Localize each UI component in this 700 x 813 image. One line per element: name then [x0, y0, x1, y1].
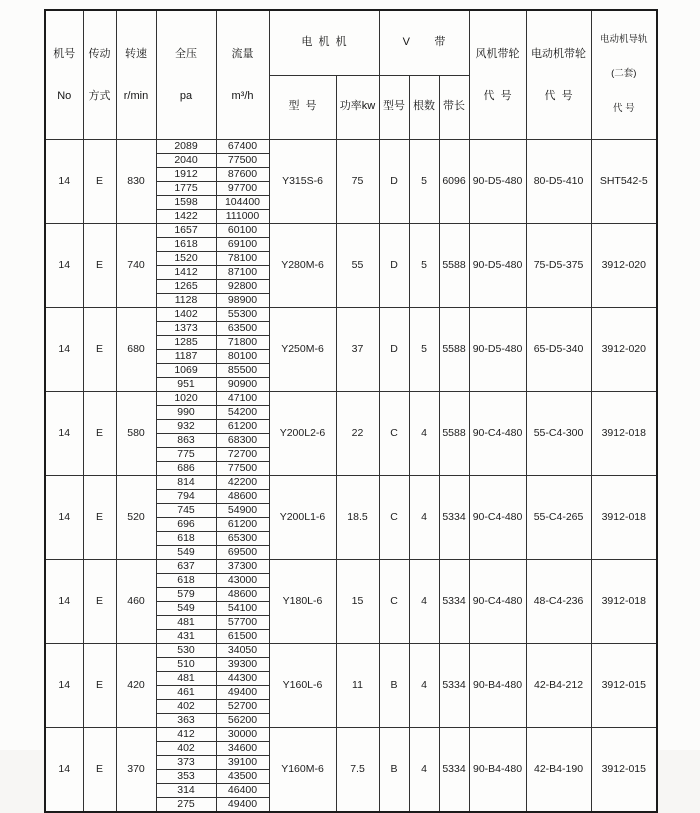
col-header-speed	[116, 10, 156, 139]
cell-machine-no: 14	[45, 559, 83, 643]
cell-rail-code: 3912-018	[591, 475, 657, 559]
cell-pressure: 481	[156, 615, 216, 629]
cell-speed: 370	[116, 727, 156, 812]
cell-belt-length: 5334	[439, 559, 469, 643]
cell-rail-code: 3912-020	[591, 223, 657, 307]
col-header-motor-pulley	[526, 10, 591, 139]
cell-pressure: 461	[156, 685, 216, 699]
cell-pressure: 1412	[156, 265, 216, 279]
cell-pressure: 1422	[156, 209, 216, 223]
cell-speed: 460	[116, 559, 156, 643]
col-header-line: 代 号	[483, 89, 512, 102]
cell-belt-length: 6096	[439, 139, 469, 223]
cell-rail-code: 3912-015	[591, 643, 657, 727]
cell-flow: 43500	[216, 769, 269, 783]
cell-belt-length: 5334	[439, 475, 469, 559]
cell-pressure: 363	[156, 713, 216, 727]
cell-flow: 55300	[216, 307, 269, 321]
cell-flow: 54900	[216, 503, 269, 517]
cell-flow: 43000	[216, 573, 269, 587]
cell-pressure: 863	[156, 433, 216, 447]
cell-pressure: 1020	[156, 391, 216, 405]
cell-flow: 97700	[216, 181, 269, 195]
cell-motor-model: Y200L2-6	[269, 391, 336, 475]
cell-rail-code: 3912-018	[591, 559, 657, 643]
col-header-vbelt-type: 型号	[379, 75, 409, 139]
col-header-line: 转速	[125, 47, 147, 60]
cell-fan-pulley-code: 90-C4-480	[469, 559, 526, 643]
cell-machine-no: 14	[45, 139, 83, 223]
cell-vbelt-type: C	[379, 391, 409, 475]
table-row	[45, 643, 657, 657]
table-row	[45, 223, 657, 237]
cell-flow: 78100	[216, 251, 269, 265]
col-header-flow	[216, 10, 269, 139]
cell-flow: 80100	[216, 349, 269, 363]
cell-flow: 61500	[216, 629, 269, 643]
col-header-line: r/min	[123, 89, 149, 102]
cell-vbelt-type: D	[379, 307, 409, 391]
cell-machine-no: 14	[45, 391, 83, 475]
cell-flow: 30000	[216, 727, 269, 741]
cell-vbelt-type: D	[379, 139, 409, 223]
cell-pressure: 1520	[156, 251, 216, 265]
cell-motor-model: Y200L1-6	[269, 475, 336, 559]
col-header-line: 流量	[231, 47, 254, 60]
cell-flow: 77500	[216, 153, 269, 167]
cell-drive-mode: E	[83, 727, 116, 812]
cell-pressure: 814	[156, 475, 216, 489]
cell-motor-pulley-code: 42-B4-212	[526, 643, 591, 727]
cell-flow: 63500	[216, 321, 269, 335]
cell-fan-pulley-code: 90-D5-480	[469, 223, 526, 307]
cell-speed: 830	[116, 139, 156, 223]
col-header-line: 电动机导轨	[600, 33, 648, 45]
cell-flow: 47100	[216, 391, 269, 405]
col-header-line: (二套)	[611, 68, 637, 80]
cell-flow: 39300	[216, 657, 269, 671]
cell-vbelt-type: D	[379, 223, 409, 307]
table-row	[45, 475, 657, 489]
cell-fan-pulley-code: 90-B4-480	[469, 727, 526, 812]
cell-vbelt-count: 4	[409, 727, 439, 812]
cell-flow: 37300	[216, 559, 269, 573]
cell-belt-length: 5588	[439, 223, 469, 307]
cell-flow: 54200	[216, 405, 269, 419]
col-header-motor-model: 型 号	[269, 75, 336, 139]
cell-pressure: 1069	[156, 363, 216, 377]
cell-motor-power: 75	[336, 139, 379, 223]
cell-machine-no: 14	[45, 223, 83, 307]
cell-motor-power: 15	[336, 559, 379, 643]
col-header-line: 风机带轮	[475, 47, 520, 60]
col-header-line: 方式	[88, 89, 111, 102]
cell-belt-length: 5588	[439, 391, 469, 475]
cell-belt-length: 5334	[439, 727, 469, 812]
cell-motor-power: 11	[336, 643, 379, 727]
cell-rail-code: SHT542-5	[591, 139, 657, 223]
cell-flow: 92800	[216, 279, 269, 293]
cell-pressure: 402	[156, 741, 216, 755]
col-header-rail	[591, 10, 657, 139]
col-header-line: 机号	[53, 47, 76, 60]
cell-pressure: 618	[156, 531, 216, 545]
cell-flow: 49400	[216, 685, 269, 699]
cell-motor-pulley-code: 42-B4-190	[526, 727, 591, 812]
cell-speed: 680	[116, 307, 156, 391]
cell-pressure: 510	[156, 657, 216, 671]
cell-pressure: 2040	[156, 153, 216, 167]
cell-vbelt-type: C	[379, 475, 409, 559]
cell-flow: 44300	[216, 671, 269, 685]
cell-drive-mode: E	[83, 307, 116, 391]
col-header-line: 电动机带轮	[531, 47, 587, 60]
cell-pressure: 932	[156, 419, 216, 433]
cell-fan-pulley-code: 90-B4-480	[469, 643, 526, 727]
cell-flow: 87100	[216, 265, 269, 279]
cell-flow: 71800	[216, 335, 269, 349]
cell-flow: 87600	[216, 167, 269, 181]
cell-drive-mode: E	[83, 139, 116, 223]
cell-pressure: 549	[156, 601, 216, 615]
col-header-line: No	[57, 89, 72, 102]
table-row	[45, 391, 657, 405]
cell-pressure: 431	[156, 629, 216, 643]
cell-pressure: 686	[156, 461, 216, 475]
cell-pressure: 794	[156, 489, 216, 503]
col-header-line: pa	[179, 89, 193, 102]
col-header-line: 代 号	[612, 103, 635, 115]
cell-belt-length: 5588	[439, 307, 469, 391]
cell-flow: 65300	[216, 531, 269, 545]
cell-motor-model: Y160M-6	[269, 727, 336, 812]
cell-flow: 56200	[216, 713, 269, 727]
cell-flow: 48600	[216, 587, 269, 601]
col-header-line: 全压	[175, 47, 197, 60]
cell-motor-power: 55	[336, 223, 379, 307]
cell-fan-pulley-code: 90-C4-480	[469, 391, 526, 475]
cell-belt-length: 5334	[439, 643, 469, 727]
col-header-machine-no	[45, 10, 83, 139]
cell-flow: 111000	[216, 209, 269, 223]
cell-vbelt-count: 4	[409, 391, 439, 475]
cell-flow: 39100	[216, 755, 269, 769]
table-header	[45, 10, 657, 139]
cell-rail-code: 3912-015	[591, 727, 657, 812]
col-header-pressure	[156, 10, 216, 139]
cell-fan-pulley-code: 90-D5-480	[469, 307, 526, 391]
cell-pressure: 745	[156, 503, 216, 517]
cell-machine-no: 14	[45, 727, 83, 812]
table-row	[45, 559, 657, 573]
cell-pressure: 951	[156, 377, 216, 391]
cell-drive-mode: E	[83, 559, 116, 643]
cell-motor-model: Y280M-6	[269, 223, 336, 307]
cell-motor-power: 7.5	[336, 727, 379, 812]
cell-flow: 34050	[216, 643, 269, 657]
cell-pressure: 1373	[156, 321, 216, 335]
cell-drive-mode: E	[83, 391, 116, 475]
cell-flow: 67400	[216, 139, 269, 153]
cell-pressure: 1128	[156, 293, 216, 307]
cell-flow: 69500	[216, 545, 269, 559]
col-header-line: 传动	[88, 47, 111, 60]
cell-vbelt-count: 4	[409, 475, 439, 559]
col-header-line: 代 号	[544, 89, 573, 102]
cell-rail-code: 3912-018	[591, 391, 657, 475]
cell-vbelt-type: B	[379, 643, 409, 727]
table-row	[45, 139, 657, 153]
col-header-vbelt-group: V 带	[379, 10, 469, 75]
cell-motor-pulley-code: 55-C4-265	[526, 475, 591, 559]
cell-vbelt-count: 4	[409, 559, 439, 643]
cell-flow: 34600	[216, 741, 269, 755]
cell-motor-model: Y315S-6	[269, 139, 336, 223]
cell-pressure: 373	[156, 755, 216, 769]
cell-pressure: 314	[156, 783, 216, 797]
cell-machine-no: 14	[45, 643, 83, 727]
cell-flow: 46400	[216, 783, 269, 797]
cell-flow: 90900	[216, 377, 269, 391]
cell-pressure: 1618	[156, 237, 216, 251]
cell-motor-pulley-code: 75-D5-375	[526, 223, 591, 307]
col-header-line: m³/h	[231, 89, 254, 102]
cell-motor-model: Y160L-6	[269, 643, 336, 727]
cell-machine-no: 14	[45, 475, 83, 559]
cell-pressure: 775	[156, 447, 216, 461]
cell-flow: 61200	[216, 517, 269, 531]
cell-fan-pulley-code: 90-D5-480	[469, 139, 526, 223]
col-header-drive-mode	[83, 10, 116, 139]
cell-pressure: 412	[156, 727, 216, 741]
cell-vbelt-count: 5	[409, 223, 439, 307]
cell-pressure: 1285	[156, 335, 216, 349]
cell-motor-pulley-code: 55-C4-300	[526, 391, 591, 475]
cell-motor-model: Y250M-6	[269, 307, 336, 391]
cell-pressure: 1912	[156, 167, 216, 181]
cell-motor-pulley-code: 65-D5-340	[526, 307, 591, 391]
cell-motor-model: Y180L-6	[269, 559, 336, 643]
cell-pressure: 275	[156, 797, 216, 812]
col-header-belt-length: 带长	[439, 75, 469, 139]
cell-rail-code: 3912-020	[591, 307, 657, 391]
cell-flow: 42200	[216, 475, 269, 489]
cell-motor-power: 37	[336, 307, 379, 391]
cell-pressure: 1775	[156, 181, 216, 195]
cell-flow: 104400	[216, 195, 269, 209]
cell-flow: 49400	[216, 797, 269, 812]
cell-flow: 61200	[216, 419, 269, 433]
cell-vbelt-type: C	[379, 559, 409, 643]
cell-flow: 57700	[216, 615, 269, 629]
cell-pressure: 579	[156, 587, 216, 601]
col-header-motor-power: 功率kw	[336, 75, 379, 139]
cell-speed: 580	[116, 391, 156, 475]
cell-vbelt-count: 4	[409, 643, 439, 727]
cell-pressure: 1657	[156, 223, 216, 237]
cell-pressure: 481	[156, 671, 216, 685]
cell-flow: 52700	[216, 699, 269, 713]
table-row	[45, 727, 657, 741]
col-header-fan-pulley	[469, 10, 526, 139]
cell-machine-no: 14	[45, 307, 83, 391]
cell-pressure: 549	[156, 545, 216, 559]
cell-flow: 54100	[216, 601, 269, 615]
cell-pressure: 1598	[156, 195, 216, 209]
cell-pressure: 2089	[156, 139, 216, 153]
cell-speed: 420	[116, 643, 156, 727]
cell-motor-power: 18.5	[336, 475, 379, 559]
cell-flow: 98900	[216, 293, 269, 307]
cell-drive-mode: E	[83, 643, 116, 727]
cell-motor-power: 22	[336, 391, 379, 475]
cell-flow: 69100	[216, 237, 269, 251]
table-row	[45, 307, 657, 321]
fan-spec-table	[44, 9, 658, 813]
cell-flow: 72700	[216, 447, 269, 461]
cell-motor-pulley-code: 48-C4-236	[526, 559, 591, 643]
cell-pressure: 618	[156, 573, 216, 587]
cell-pressure: 402	[156, 699, 216, 713]
cell-vbelt-count: 5	[409, 307, 439, 391]
cell-pressure: 1265	[156, 279, 216, 293]
cell-motor-pulley-code: 80-D5-410	[526, 139, 591, 223]
cell-flow: 85500	[216, 363, 269, 377]
cell-drive-mode: E	[83, 223, 116, 307]
cell-pressure: 353	[156, 769, 216, 783]
cell-vbelt-type: B	[379, 727, 409, 812]
spec-table-body	[45, 139, 657, 812]
cell-pressure: 530	[156, 643, 216, 657]
col-header-vbelt-count: 根数	[409, 75, 439, 139]
cell-vbelt-count: 5	[409, 139, 439, 223]
cell-pressure: 1402	[156, 307, 216, 321]
cell-flow: 60100	[216, 223, 269, 237]
cell-speed: 520	[116, 475, 156, 559]
cell-pressure: 637	[156, 559, 216, 573]
cell-pressure: 990	[156, 405, 216, 419]
cell-flow: 68300	[216, 433, 269, 447]
cell-fan-pulley-code: 90-C4-480	[469, 475, 526, 559]
cell-pressure: 1187	[156, 349, 216, 363]
cell-flow: 77500	[216, 461, 269, 475]
cell-speed: 740	[116, 223, 156, 307]
cell-drive-mode: E	[83, 475, 116, 559]
cell-flow: 48600	[216, 489, 269, 503]
col-header-motor-group: 电 机 机	[269, 10, 379, 75]
cell-pressure: 696	[156, 517, 216, 531]
